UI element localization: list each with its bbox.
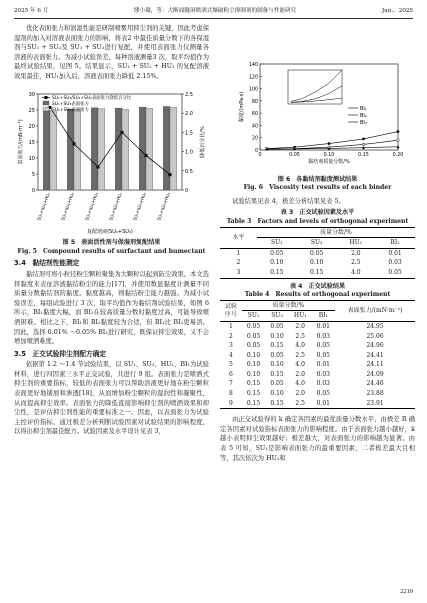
line-point: [145, 154, 148, 157]
table-cell: 0.05: [270, 351, 284, 359]
table-cell: 3: [228, 342, 233, 350]
line-point: [169, 173, 172, 176]
table-cell: 0.05: [270, 322, 284, 330]
y-axis-label: 黏度/(mPa·s): [239, 91, 245, 123]
x-tick-label: 0: [258, 153, 262, 158]
running-header: [14, 6, 413, 19]
table4-col-tension: 表面张力/(mN·m⁻¹): [335, 300, 415, 321]
header-date-en: Jun.，2025: [381, 8, 413, 14]
table-3: [220, 227, 415, 279]
table4-header: BI₁: [312, 311, 336, 322]
paragraph-range-analysis: 由正交试验得的 k 确定各因素的最优质量分数水平，由极差 R 确定各因素对试验指标表面张力的影响程度。由于表面张力越小越好，k 越小表明抑尘效果越好；极差越大，对表面张力的影响越为显著。由表 5 可知，SU₁是影响表面张力的最重要因素，二者极差最大且相等，其次依次为 HU₁和: [220, 416, 415, 462]
fig6-caption-en: Fig. 6 Viscosity test results of each binder: [243, 184, 392, 192]
table-cell: 0.15: [270, 342, 284, 350]
bar: [139, 107, 146, 190]
legend-label: SU₁+SU₃表面张力: [52, 101, 89, 107]
table-row: [220, 370, 415, 380]
bar: [146, 108, 153, 190]
y-tick-label: 15: [28, 139, 35, 146]
y-tick-label: 60: [251, 112, 258, 118]
x-tick-label: SU₁+SU₂+HU₂: [60, 191, 75, 221]
legend-label: BI₂: [360, 113, 367, 119]
y-axis-label: 表面张力/(mN·m⁻¹): [18, 118, 24, 165]
table-cell: 0.03: [316, 332, 330, 340]
table-4: [220, 300, 415, 410]
paragraph-results-ref: 试验结果见表 4，极差分析结果见表 5。: [232, 197, 345, 205]
figure-6: [220, 60, 415, 193]
table-cell: 0.01: [312, 399, 336, 409]
x-tick-label: 0.10: [323, 153, 335, 158]
table-cell: 0.05: [375, 268, 415, 278]
y2-tick-label: 1.0: [185, 149, 193, 156]
series-line: [267, 132, 398, 149]
paragraph-binder: 黏结剂可将小粒径粉尘颗粒聚集为大颗粒以起到防尘效果。本文选择黏度来表征溶液黏结粉尘的能力[17]，并使用数显黏度计测量不同质量分数黏结剂的黏度。黏度越高，则黏结粉尘能力越强。为减小试验误差，每组试验进行 3 次，取平均值作为黏结剂试验结果，如图 6 所示，BI₁黏度大幅，而 BI₂在较高质量分数时黏度过高，可能导致喷洒困难。相比之下，BI₁和 BI₂黏度较为合适，但 BI₁比 BI₂更易溶。因此，选择 0.01% ～0.05% BI₁进行研究，既保证抑尘效果，又不会增加喷洒难度。: [14, 270, 209, 346]
table-cell: 8: [228, 390, 233, 398]
table-cell: 0.05: [316, 342, 330, 350]
table3-header: SU₃: [297, 238, 337, 249]
table-cell: 0.05: [316, 351, 330, 359]
table4-header: HU₁: [289, 311, 312, 322]
table-cell: 0.15: [270, 370, 284, 378]
table-cell: 0.10: [246, 351, 261, 359]
table-cell: 24.96: [366, 342, 384, 350]
table-cell: 7: [228, 380, 233, 388]
table-row: [220, 379, 415, 389]
y-tick-label: 40: [251, 124, 258, 130]
table-cell: 0.10: [270, 259, 284, 267]
y-tick-label: 100: [248, 87, 258, 93]
legend-label: BI₁: [360, 106, 367, 112]
table-cell: 24.11: [366, 361, 384, 369]
table-cell: 0.10: [246, 370, 261, 378]
legend-swatch: [43, 107, 49, 111]
bar: [91, 107, 98, 189]
y2-tick-label: 2.0: [185, 110, 193, 117]
line-point: [121, 130, 124, 133]
figure-5: [14, 86, 209, 257]
table-cell: 0.15: [265, 399, 289, 409]
y-tick-label: 0: [254, 149, 258, 154]
table-cell: 2.0: [351, 249, 361, 257]
bar: [98, 108, 105, 189]
table3-title-cn: 表 3 正交试验因素及水平: [280, 209, 355, 217]
table-cell: 0.05: [246, 322, 261, 330]
table-cell: 0.15: [297, 268, 337, 278]
y-tick-label: 140: [248, 63, 258, 68]
table-cell: 24.41: [366, 351, 384, 359]
paragraph-surface-tension: 优化表面张力和润湿性能是研制喷雾用抑尘剂的关键，因此考虑保湿剂的加入对溶液表面张力的影响，将表2 中最佳质量分数下的各保湿剂与SU₁ + SU₂及 SU₁ + SU₃进行复配，并使用表面张力仪测量各溶液的表面张力。为减小试验误差，每种溶液测量3 次，取平均值作为最终试验结果，见图 5。结果显示，SU₁ + SU₂ + HU₁ 的复配溶液效果最佳，HU₁加入后，溶液表面张力降低 2.15%。: [14, 25, 209, 80]
table-cell: 0.15: [257, 268, 297, 278]
legend-label: BI₃: [360, 120, 367, 126]
data-point: [397, 139, 400, 142]
table-cell: 24.46: [366, 380, 384, 388]
table-cell: 23.88: [366, 390, 384, 398]
table-cell: 24.09: [366, 370, 384, 378]
table4-body: [220, 321, 415, 408]
table-row: [220, 351, 415, 361]
table-cell: 0.15: [246, 380, 261, 388]
bar: [163, 106, 170, 190]
x-tick-label: SU₁+SU₂+HU₁: [36, 191, 51, 221]
bar: [50, 111, 57, 189]
table-cell: 0.10: [270, 361, 284, 369]
table-cell: 0.05: [246, 342, 261, 350]
y-tick-label: 20: [251, 136, 258, 142]
table-cell: 0.10: [270, 332, 284, 340]
x-tick-label: 0.15: [358, 153, 369, 158]
table-cell: 3: [220, 268, 257, 278]
x-tick-label: SU₁+SU₂+HU₃: [84, 191, 99, 221]
table3-header: BI₁: [375, 238, 415, 249]
table-cell: 0.05: [246, 332, 261, 340]
table-cell: 0.15: [246, 390, 261, 398]
y-tick-label: 30: [28, 91, 35, 98]
table-cell: 24.95: [366, 322, 384, 330]
table-row: [220, 332, 415, 342]
table3-group-header: 质量分数/%: [257, 227, 415, 238]
fig5-caption-en: Fig. 5 Compound results of surfactant and humectant: [17, 247, 206, 255]
x-axis-label: 复配溶液(SU₁+SU₃): [87, 228, 133, 235]
line-point: [73, 142, 76, 145]
table-cell: 2.5: [295, 332, 305, 340]
table4-title-cn: 表 4 正交试验结果: [289, 282, 346, 290]
table-cell: 0.01: [316, 361, 330, 369]
table-cell: 2: [236, 259, 241, 267]
y-tick-label: 80: [251, 99, 258, 105]
table-row: [220, 248, 415, 258]
table-cell: 0.15: [242, 399, 266, 409]
table4-header: SU₁: [242, 311, 266, 322]
left-column: [14, 24, 209, 437]
table-row: [220, 399, 415, 409]
table-cell: 4.0: [295, 342, 305, 350]
table-row: [220, 389, 415, 399]
table-row: [220, 341, 415, 351]
table-cell: 5: [228, 361, 233, 369]
table-row: [220, 258, 415, 268]
table-cell: 2.5: [351, 259, 361, 267]
legend-swatch: [43, 101, 49, 105]
table3-header: HU₁: [337, 238, 375, 249]
table-cell: 2.5: [289, 399, 312, 409]
fig6-chart: [220, 60, 415, 172]
table-cell: 0.10: [310, 259, 324, 267]
table4-col-trial-a: 试验: [224, 302, 237, 310]
table-cell: 1: [236, 249, 241, 257]
fig5-caption-cn: 图 5 表面活性剂与保湿剂复配结果: [62, 239, 161, 247]
table3-title-en: Table 3 Factors and levels of orthogonal experiment: [226, 217, 409, 225]
legend-marker: [45, 96, 48, 99]
y-tick-label: 0: [31, 187, 35, 194]
bar: [170, 107, 177, 190]
table-cell: 4.0: [295, 361, 305, 369]
table-cell: 0.05: [270, 380, 284, 388]
y2-tick-label: 2.5: [185, 91, 193, 98]
table-cell: 2.0: [295, 370, 305, 378]
fig6-caption-cn: 图 6 各黏结剂黏度测试结果: [277, 175, 358, 183]
fig5-chart: [14, 86, 209, 236]
y-tick-label: 20: [28, 123, 35, 130]
table3-body: [220, 248, 415, 278]
table-cell: 0.03: [316, 380, 330, 388]
y-tick-label: 25: [28, 107, 35, 114]
table-row: [220, 360, 415, 370]
table-cell: 4: [228, 351, 233, 359]
table-row: [220, 268, 415, 278]
table3-col-level: 水平: [220, 227, 257, 248]
table-cell: 25.06: [366, 332, 384, 340]
bar: [115, 108, 122, 190]
y2-tick-label: 0.5: [185, 168, 193, 175]
section-heading-3-5: 3.5 正交试验抑尘剂配方确定: [14, 349, 107, 358]
table-cell: 6: [228, 370, 233, 378]
legend-label: SU₁+SU₂表面张力: [52, 107, 89, 113]
header-title: 缪小凝，等：大断面隧洞喷洒式爆破粉尘抑制剂的制备与性能研究: [134, 8, 297, 14]
x-tick-label: SU₁+SU₃+HU₂: [132, 191, 147, 221]
x-tick-label: 0.20: [392, 153, 404, 158]
table-cell: 0.05: [316, 390, 330, 398]
bar: [67, 109, 74, 190]
line-point: [97, 165, 100, 168]
table-cell: 0.01: [316, 322, 330, 330]
table-cell: 0.03: [388, 259, 402, 267]
table3-header: SU₁: [257, 238, 297, 249]
header-date: 2025 年 6 月: [14, 8, 49, 14]
y-tick-label: 10: [28, 155, 35, 162]
table4-header: SU₃: [265, 311, 289, 322]
table4-col-trial-b: 序号: [224, 310, 237, 318]
table-cell: 2.0: [295, 322, 305, 330]
data-point: [328, 142, 330, 144]
table-cell: 4.0: [337, 268, 375, 278]
table-cell: 23.91: [335, 399, 415, 409]
bar: [122, 109, 129, 190]
table-cell: 0.05: [270, 249, 284, 257]
y-tick-label: 120: [248, 75, 258, 81]
y2-tick-label: 1.5: [185, 129, 193, 136]
table-cell: 0.10: [246, 361, 261, 369]
table-cell: 0.03: [316, 370, 330, 378]
data-point: [362, 143, 365, 146]
table-cell: 0.10: [270, 390, 284, 398]
table4-group-header: 质量分数/%: [242, 300, 335, 311]
data-point: [362, 138, 364, 140]
right-column: [220, 60, 415, 463]
table-cell: 2: [228, 332, 233, 340]
paragraph-orthogonal: 依据第 1.2 ～1.4 节试验结果，以 SU₁、SU₃、HU₁、BI₁为试验材料，进行四因素三水平正交试验，共进行 9 组。表面张力是喷洒式抑尘剂的重要指标，较低的表面张力可以帮助溶液更好地在粉尘颗粒表面更好地铺展和渗透[18]，从而增加粉尘颗粒的湿润性和凝聚性，从而提高抑尘效率。表面张力的降低直接影响抑尘剂的喷洒效果和抑尘性，是评估抑尘剂性能的重要标准之一。因此，以表面张力为试验主控评价指标，通过极差分析判断试验因素对试验结果的影响程度，以得出抑尘剂最佳配方。试验因素及水平设计见表 3，: [14, 361, 209, 436]
table-cell: 0.05: [310, 249, 324, 257]
x-tick-label: 0.05: [289, 153, 300, 158]
table-row: [220, 321, 415, 331]
y2-axis-label: 降低百分比/%: [200, 125, 206, 158]
table-cell: 1: [228, 322, 233, 330]
x-axis-label: 黏结剂质量分数/%: [308, 159, 350, 165]
page-number: 2219: [400, 588, 413, 595]
section-heading-3-4: 3.4 黏结剂性能测定: [14, 259, 80, 268]
data-point: [397, 130, 399, 132]
legend-label: SU₁+SU₃/SU₁+SU₂表面张力降低百分比: [52, 95, 132, 101]
table-cell: 4.0: [295, 380, 305, 388]
table-cell: 0.01: [388, 249, 402, 257]
x-tick-label: SU₁+SU₃+HU₃: [156, 191, 171, 221]
y2-tick-label: 0: [185, 187, 189, 194]
table4-col-trial: [220, 300, 242, 321]
table-cell: 2.5: [295, 351, 305, 359]
table4-title-en: Table 4 Results of orthogonal experiment: [244, 291, 391, 299]
bar: [43, 110, 50, 190]
x-tick-label: SU₁+SU₃+HU₁: [108, 191, 123, 221]
table-cell: 9: [220, 399, 242, 409]
table-cell: 2.0: [295, 390, 305, 398]
y-tick-label: 5: [31, 171, 35, 178]
